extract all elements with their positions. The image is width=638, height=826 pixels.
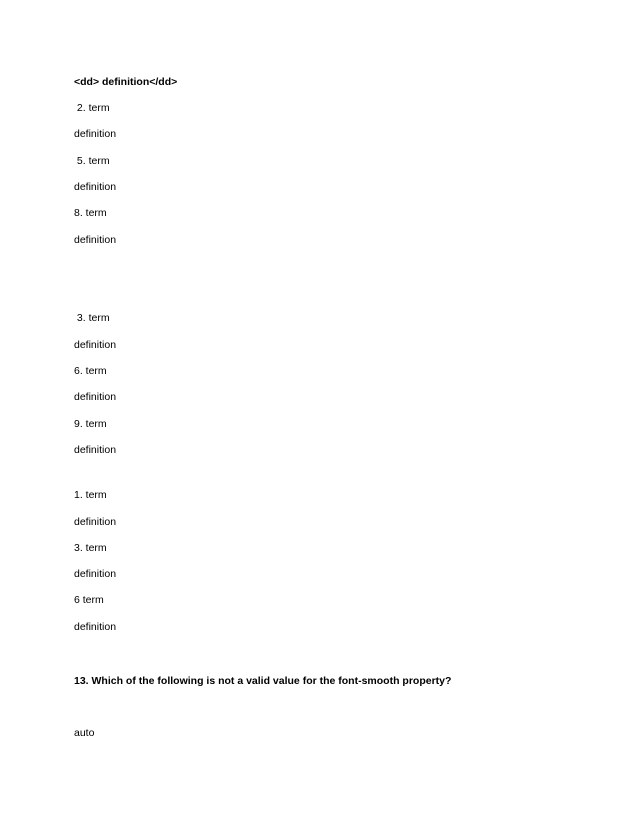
term-line: 3. term (74, 542, 107, 554)
definition-line: definition (74, 516, 117, 528)
term-line: 6. term (74, 365, 107, 377)
term-line: 5. term (74, 155, 110, 167)
term-line: 6 term (74, 594, 104, 606)
definition-line: definition (74, 621, 117, 633)
definition-line: definition (74, 234, 117, 246)
definition-line: definition (74, 391, 117, 403)
term-line: 1. term (74, 489, 107, 501)
definition-line: definition (74, 444, 117, 456)
term-line: 3. term (74, 312, 110, 324)
term-line: 8. term (74, 207, 107, 219)
definition-line: definition (74, 181, 117, 193)
code-line-dd: <dd> definition</dd> (74, 76, 178, 88)
term-line: 9. term (74, 418, 107, 430)
answer-option: auto (74, 727, 95, 739)
term-line: 2. term (74, 102, 110, 114)
definition-line: definition (74, 568, 117, 580)
definition-line: definition (74, 128, 117, 140)
definition-line: definition (74, 339, 117, 351)
question-heading: 13. Which of the following is not a valid value for the font-smooth property? (74, 675, 452, 687)
